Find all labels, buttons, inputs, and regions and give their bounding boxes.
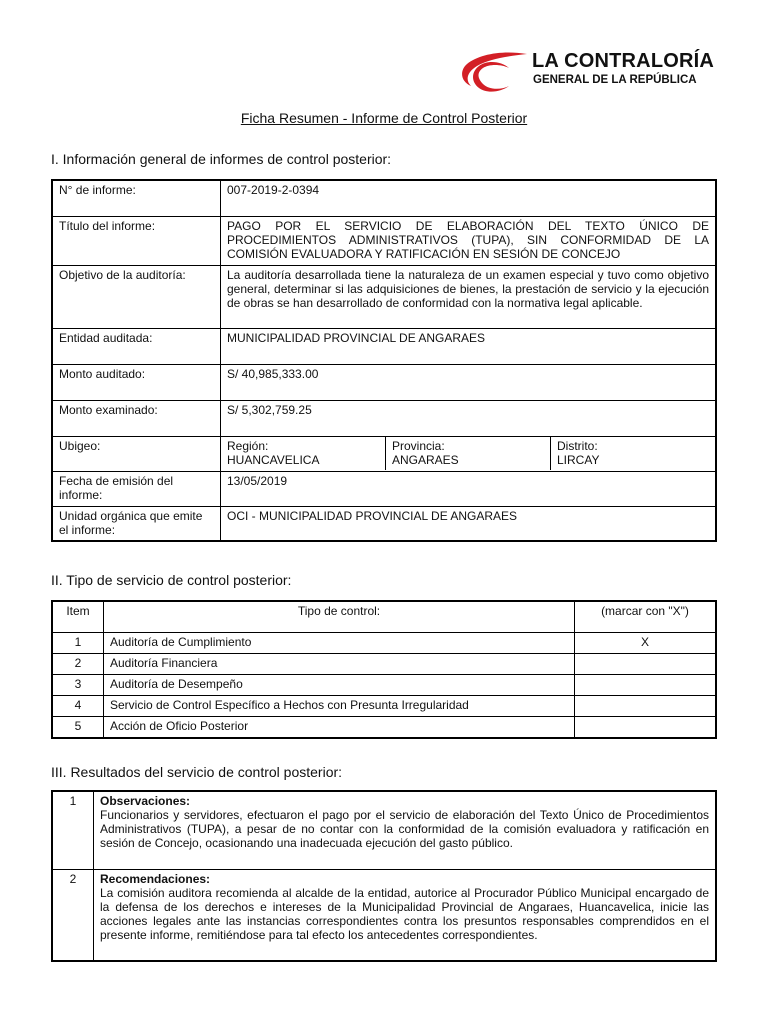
header-tipo: Tipo de control: xyxy=(104,601,575,633)
result-title: Observaciones: xyxy=(100,794,191,808)
result-number: 1 xyxy=(52,791,94,869)
label: Monto examinado: xyxy=(52,400,221,436)
value: S/ 40,985,333.00 xyxy=(221,364,717,400)
region-value: HUANCAVELICA xyxy=(227,452,320,467)
region-cell xyxy=(221,437,386,470)
distrito-label: Distrito: xyxy=(557,438,598,453)
table-row xyxy=(52,633,716,654)
table-header xyxy=(52,601,716,633)
value: 13/05/2019 xyxy=(221,471,717,506)
control-type: Servicio de Control Específico a Hechos con Presunta Irregularidad xyxy=(104,696,575,717)
item-number: 2 xyxy=(52,654,104,675)
row-numero xyxy=(52,180,716,216)
value: OCI - MUNICIPALIDAD PROVINCIAL DE ANGARAES xyxy=(221,506,717,541)
result-row-observaciones xyxy=(52,791,716,869)
result-row-recomendaciones xyxy=(52,869,716,961)
label: Entidad auditada: xyxy=(52,328,221,364)
value: S/ 5,302,759.25 xyxy=(221,400,717,436)
row-unidad xyxy=(52,506,716,541)
ubigeo-values xyxy=(221,436,717,471)
item-number: 5 xyxy=(52,717,104,739)
mark-cell xyxy=(575,654,717,675)
item-number: 1 xyxy=(52,633,104,654)
provincia-label: Provincia: xyxy=(392,438,445,453)
item-number: 3 xyxy=(52,675,104,696)
label: Fecha de emisión del informe: xyxy=(52,471,221,506)
document-title: Ficha Resumen - Informe de Control Posterior xyxy=(240,110,528,126)
contraloria-emblem-icon xyxy=(457,48,529,98)
provincia-cell xyxy=(386,437,551,470)
result-content xyxy=(94,791,717,869)
label: Unidad orgánica que emite el informe: xyxy=(52,506,221,541)
label: Monto auditado: xyxy=(52,364,221,400)
value: La auditoría desarrollada tiene la naturaleza de un examen especial y tuvo como objetivo general, determinar si las adquisiciones de bienes, la prestación de servicio y la ejecución de obras se han desarrollado de conformidad con la normativa legal aplicable. xyxy=(221,265,717,328)
label: Objetivo de la auditoría: xyxy=(52,265,221,328)
label: N° de informe: xyxy=(52,180,221,216)
row-objetivo xyxy=(52,265,716,328)
row-ubigeo xyxy=(52,436,716,471)
mark-cell xyxy=(575,675,717,696)
result-text: Funcionarios y servidores, efectuaron el pago por el servicio de elaboración del Texto Único de Procedimientos Administrativos (TUPA), a pesar de no contar con la conformidad de la comisión evaluadora y ratificación en sesión de Concejo, ocasionando una inadecuada ejecución del gasto público. xyxy=(100,808,709,850)
result-title: Recomendaciones: xyxy=(100,871,211,886)
general-info-table xyxy=(51,179,717,542)
control-type-table xyxy=(51,600,717,739)
result-content xyxy=(94,869,717,961)
table-row xyxy=(52,696,716,717)
mark-cell: X xyxy=(575,633,717,654)
results-table xyxy=(51,790,717,962)
section-3-heading: III. Resultados del servicio de control posterior: xyxy=(51,764,343,780)
table-row xyxy=(52,675,716,696)
control-type: Auditoría Financiera xyxy=(104,654,575,675)
provincia-value: ANGARAES xyxy=(392,452,459,467)
label: Ubigeo: xyxy=(52,436,221,471)
row-monto-auditado xyxy=(52,364,716,400)
logo-subtitle: GENERAL DE LA REPÚBLICA xyxy=(533,74,697,86)
row-monto-examinado xyxy=(52,400,716,436)
control-type: Auditoría de Cumplimiento xyxy=(104,633,575,654)
value: MUNICIPALIDAD PROVINCIAL DE ANGARAES xyxy=(221,328,717,364)
control-type: Acción de Oficio Posterior xyxy=(104,717,575,739)
logo-title: LA CONTRALORÍA xyxy=(532,50,715,72)
control-type: Auditoría de Desempeño xyxy=(104,675,575,696)
mark-cell xyxy=(575,696,717,717)
section-1-heading: I. Información general de informes de control posterior: xyxy=(51,151,392,167)
row-entidad xyxy=(52,328,716,364)
result-text: La comisión auditora recomienda al alcalde de la entidad, autorice al Procurador Público Municipal encargado de la defensa de los derechos e intereses de la Municipalidad Provincial de Angaraes, Huancavelica, inicie las acciones legales ante las instancias correspondientes contra los presuntos responsables comprendidos en el presente informe, remitiéndose para tal efecto los antecedentes correspondientes. xyxy=(100,885,709,942)
table-row xyxy=(52,717,716,739)
mark-cell xyxy=(575,717,717,739)
row-titulo xyxy=(52,216,716,265)
label: Título del informe: xyxy=(52,216,221,265)
row-fecha xyxy=(52,471,716,506)
item-number: 4 xyxy=(52,696,104,717)
distrito-value: LIRCAY xyxy=(557,452,600,467)
region-label: Región: xyxy=(227,438,269,453)
value: 007-2019-2-0394 xyxy=(221,180,717,216)
contraloria-logo xyxy=(457,48,727,98)
section-2-heading: II. Tipo de servicio de control posterior: xyxy=(51,572,292,588)
header-item: Item xyxy=(52,601,104,633)
distrito-cell xyxy=(551,437,715,470)
result-number: 2 xyxy=(52,869,94,961)
value: PAGO POR EL SERVICIO DE ELABORACIÓN DEL TEXTO ÚNICO DE PROCEDIMIENTOS ADMINISTRATIVOS (TUPA), SIN CONFORMIDAD DE LA COMISIÓN EVALUADORA Y RATIFICACIÓN EN SESIÓN DE CONCEJO xyxy=(221,216,717,265)
table-row xyxy=(52,654,716,675)
header-marcar: (marcar con "X") xyxy=(575,601,717,633)
